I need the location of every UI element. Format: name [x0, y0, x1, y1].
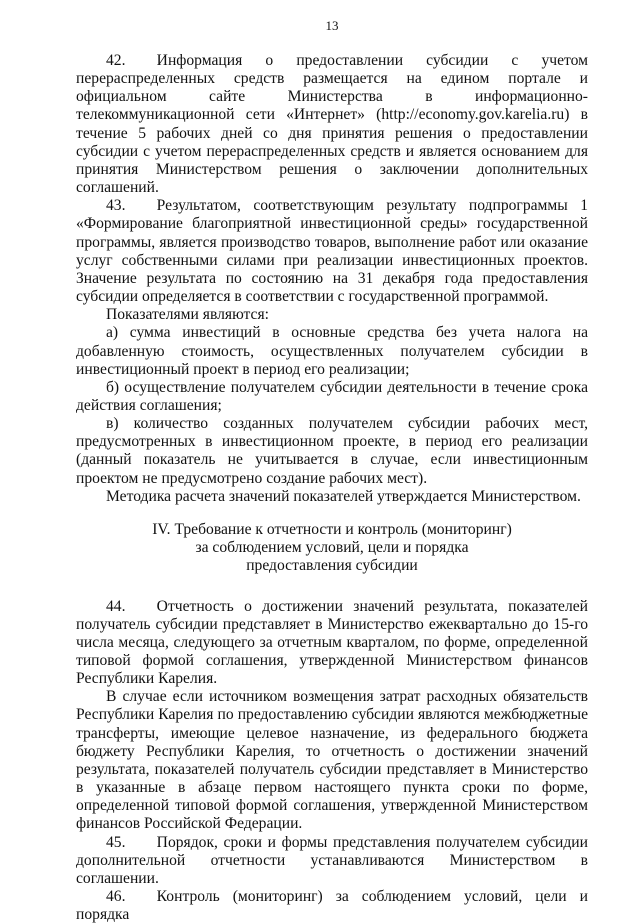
page-number: 13 — [325, 18, 339, 33]
paragraph-45: 45. Порядок, сроки и формы представления получателем субсидии дополнительной отчетности устанавливаются Министерством в соглашении. — [76, 833, 588, 887]
document-body — [76, 52, 588, 924]
section-title-line-2: за соблюдением условий, цели и порядка — [195, 539, 469, 557]
paragraph-indicators-heading: Показателями являются: — [106, 306, 269, 324]
paragraph-43: 43. Результатом, соответствующим результату подпрограммы 1 «Формирование благоприятной инвестиционной среды» государственной программы, является производство товаров, выполнение работ или оказание услуг собственными силами при реализации инвестиционных проектов. Значение результата по состоянию на 31 декабря года предоставления субсидии определяется в соответствии с государственной программой. — [76, 197, 588, 306]
section-title — [76, 521, 588, 576]
paragraph-42: 42. Информация о предоставлении субсидии с учетом перераспределенных средств размещается на едином портале и официальном сайте Министерства в информационно-телекоммуникационной сети «Интернет» (http://economy.gov.karelia.ru) в течение 5 рабочих дней со дня принятия решения о предоставлении субсидии с учетом перераспределенных средств и является основанием для принятия Министерством решения о заключении дополнительных соглашений. — [76, 52, 588, 197]
section-title-line-1: IV. Требование к отчетности и контроль (мониторинг) — [152, 520, 512, 538]
paragraph-46: 46. Контроль (мониторинг) за соблюдением условий, цели и порядка — [76, 888, 588, 924]
section-title-line-3: предоставления субсидии — [246, 557, 418, 575]
paragraph-indicator-v: в) количество созданных получателем субсидии рабочих мест, предусмотренных в инвестиционном проекте, в период его реализации (данный показатель не учитывается в случае, если инвестиционным проектом не предусмотрено создание рабочих мест). — [76, 415, 588, 487]
paragraph-indicator-a: а) сумма инвестиций в основные средства без учета налога на добавленную стоимость, осуществленных получателем субсидии в инвестиционный проект в период его реализации; — [76, 324, 588, 378]
paragraph-indicator-b: б) осуществление получателем субсидии деятельности в течение срока действия соглашения; — [76, 378, 588, 414]
paragraph-methodology: Методика расчета значений показателей утверждается Министерством. — [106, 487, 581, 505]
paragraph-44: 44. Отчетность о достижении значений результата, показателей получатель субсидии представляет в Министерство ежеквартально до 15-го числа месяца, следующего за отчетным кварталом, по форме, определенной типовой формой соглашения, утвержденной Министерством финансов Республики Карелия. — [76, 597, 588, 688]
paragraph-44-second: В случае если источником возмещения затрат расходных обязательств Республики Карелия по предоставлению субсидии являются межбюджетные трансферты, имеющие целевое назначение, из федерального бюджета бюджету Республики Карелия, то отчетность о достижении значений результата, показателей получатель субсидии представляет в Министерство в указанные в абзаце первом настоящего пункта сроки по форме, определенной типовой формой соглашения, утвержденной Министерством финансов Российской Федерации. — [76, 688, 588, 833]
document-page — [76, 0, 588, 924]
